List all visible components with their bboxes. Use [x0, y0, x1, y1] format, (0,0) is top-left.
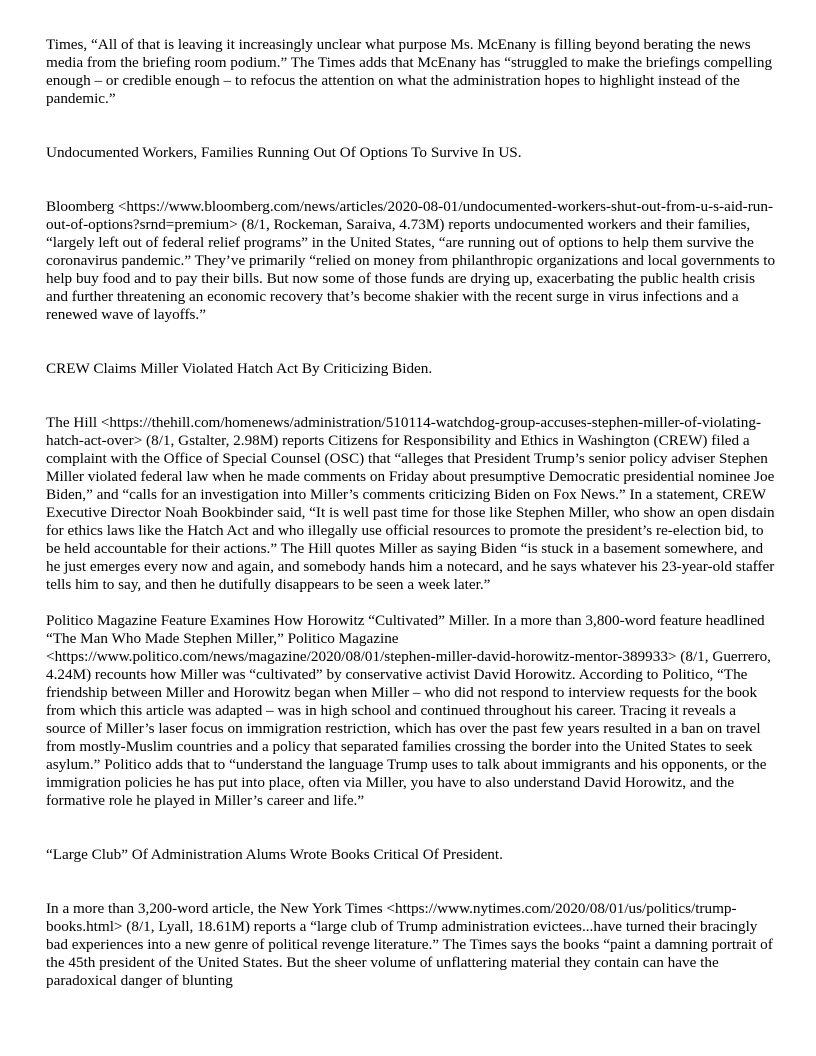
headline-large-club: “Large Club” Of Administration Alums Wrote Books Critical Of President. [46, 846, 503, 863]
paragraph-bloomberg: Bloomberg <https://www.bloomberg.com/news/articles/2020-08-01/undocumented-workers-shut-out-from-u-s-aid-run-out-of-options?srnd=premium> (8/1, Rockeman, Saraiva, 4.73M) reports undocumented workers and their families, “largely left out of federal relief programs” in the United States, “are running out of options to help them survive the coronavirus pandemic.” They’ve primarily “relied on money from philanthropic organizations and local governments to help buy food and to pay their bills. But now some of those funds are drying up, exacerbating the public health crisis and further threatening an economic recovery that’s become shakier with the recent surge in virus infections and a renewed wave of layoffs.” [46, 198, 776, 323]
headline-crew-miller: CREW Claims Miller Violated Hatch Act By Criticizing Biden. [46, 360, 433, 377]
paragraph-politico: Politico Magazine Feature Examines How Horowitz “Cultivated” Miller. In a more than 3,800-word feature headlined “The Man Who Made Stephen Miller,” Politico Magazine <https://www.politico.com/news/magazine/2020/08/01/stephen-miller-david-horowitz-mentor-389933> (8/1, Guerrero, 4.24M) recounts how Miller was “cultivated” by conservative activist David Horowitz. According to Politico, “The friendship between Miller and Horowitz began when Miller – who did not respond to interview requests for the book from which this article was adapted – was in high school and continued throughout his career. Tracing it reveals a source of Miller’s laser focus on immigration restriction, which has over the past few years resulted in a ban on travel from mostly-Muslim countries and a policy that separated families crossing the border into the United States to seek asylum.” Politico adds that to “understand the language Trump uses to talk about immigrants and his opponents, or the immigration policies he has put into place, often via Miller, you have to also understand David Horowitz, and the formative role he played in Miller’s career and life.” [46, 612, 771, 809]
document-page [46, 36, 776, 990]
paragraph-the-hill: The Hill <https://thehill.com/homenews/administration/510114-watchdog-group-accuses-stephen-miller-of-violating-hatch-act-over> (8/1, Gstalter, 2.98M) reports Citizens for Responsibility and Ethics in Washington (CREW) filed a complaint with the Office of Special Counsel (OSC) that “alleges that President Trump’s senior policy adviser Stephen Miller violated federal law when he made comments on Friday about presumptive Democratic presidential nominee Joe Biden,” and “calls for an investigation into Miller’s comments criticizing Biden on Fox News.” In a statement, CREW Executive Director Noah Bookbinder said, “It is well past time for those like Stephen Miller, who show an open disdain for ethics laws like the Hatch Act and who illegally use official resources to promote the president’s re-election bid, to be held accountable for their actions.” The Hill quotes Miller as saying Biden “is stuck in a basement somewhere, and he just emerges every now and again, and somebody hands him a notecard, and he says whatever his 23-year-old staffer tells him to say, and then he dutifully disappears to be seen a week later.” [46, 414, 775, 593]
paragraph-nytimes: In a more than 3,200-word article, the New York Times <https://www.nytimes.com/2020/08/01/us/politics/trump-books.html> (8/1, Lyall, 18.61M) reports a “large club of Trump administration evictees...have turned their bracingly bad experiences into a new genre of political revenge literature.” The Times says the books “paint a damning portrait of the 45th president of the United States. But the sheer volume of unflattering material they contain can have the paradoxical danger of blunting [46, 900, 773, 989]
paragraph-mcenany-continuation: Times, “All of that is leaving it increasingly unclear what purpose Ms. McEnany is filling beyond berating the news media from the briefing room podium.” The Times adds that McEnany has “struggled to make the briefings compelling enough – or credible enough – to refocus the attention on what the administration hopes to highlight instead of the pandemic.” [46, 36, 773, 107]
headline-undocumented-workers: Undocumented Workers, Families Running Out Of Options To Survive In US. [46, 144, 522, 161]
